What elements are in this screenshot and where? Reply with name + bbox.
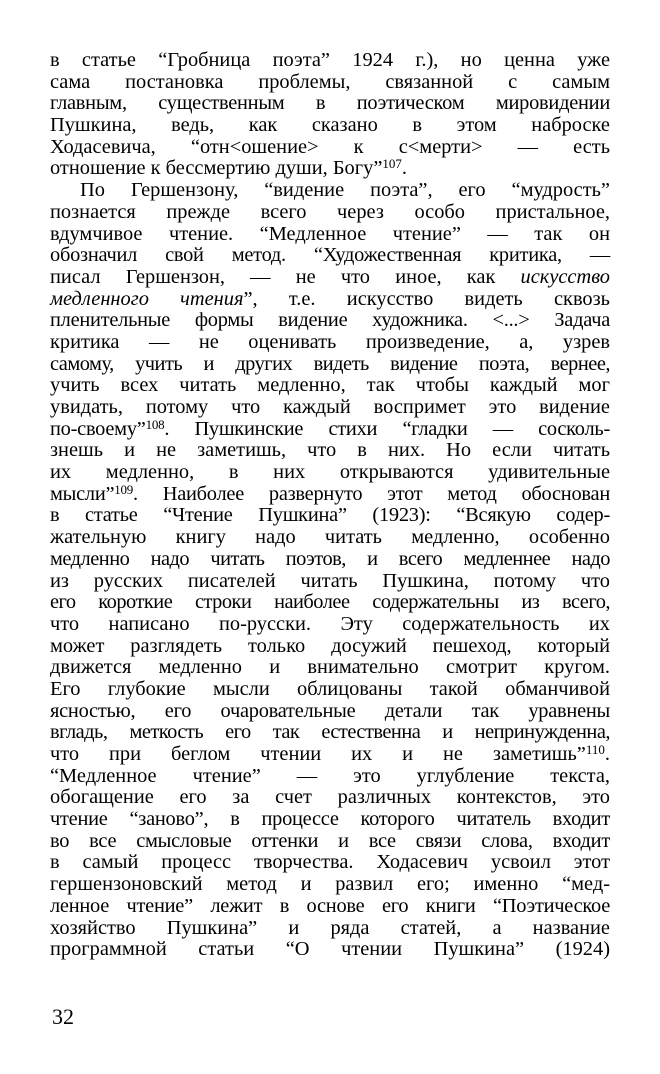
text-segment: мысли”: [50, 482, 115, 505]
text-line-1: в статье “Гробница поэта” 1924 г.), но ценна уже: [50, 49, 610, 71]
text-line-20: их медленно, в них открываются удивительные: [50, 461, 610, 484]
text-line-21: [50, 481, 610, 506]
text-segment: по-своему”: [50, 417, 146, 440]
footnote-ref-107: 107: [382, 156, 402, 172]
text-line-32: вгладь, меткость его так естественна и непринужденна,: [50, 721, 610, 744]
text-line-2: сама постановка проблемы, связанной с самым: [50, 70, 610, 93]
page-text: [50, 50, 610, 961]
text-line-27: что написано по-русски. Эту содержательность их: [50, 612, 610, 635]
footnote-ref-109: 109: [114, 481, 134, 497]
text-line-37: во все смысловые оттенки и все связи слова, входит: [50, 829, 610, 852]
text-line-26: его короткие строки наиболее содержательны из всего,: [50, 591, 610, 614]
footnote-ref-110: 110: [585, 742, 605, 757]
text-segment: писал Гершензон, — не что иное, как: [50, 265, 521, 288]
text-line-3: главным, существенным в поэтическом мировидении: [50, 92, 610, 115]
text-line-10: обозначил свой метод. “Художественная критика, —: [50, 244, 610, 267]
text-segment: ”, т.е. искусство видеть сквозь: [243, 287, 610, 310]
text-line-33: [50, 744, 610, 766]
text-line-38: в самый процесс творчества. Ходасевич усвоил этот: [50, 851, 610, 874]
text-segment: отношение к бессмертию души, Богу”: [50, 157, 383, 180]
text-line-30: Его глубокие мысли облицованы такой обманчивой: [50, 677, 610, 700]
text-segment: . Пушкинские стихи “гладки — сосколь-: [164, 417, 610, 440]
text-line-13: пленительные формы видение художника. <...> Задача: [50, 309, 610, 332]
text-line-35: обогащение его за счет различных контекстов, это: [50, 786, 610, 809]
text-line-34: “Медленное чтение” — это углубление текста,: [50, 764, 610, 787]
text-line-11: [50, 267, 610, 289]
text-line-28: может разглядеть только досужий пешеход, который: [50, 634, 610, 657]
page-number: 32: [52, 1004, 74, 1029]
text-line-7: По Гершензону, “видение поэта”, его “мудрость”: [80, 179, 610, 202]
text-line-29: движется медленно и внимательно смотрит кругом.: [50, 656, 610, 679]
text-line-40: ленное чтение” лежит в основе его книги “Поэтическое: [50, 894, 610, 917]
text-line-22: в статье “Чтение Пушкина” (1923): “Всякую содер-: [50, 504, 610, 527]
text-segment: .: [604, 743, 610, 765]
text-line-8: познается прежде всего через особо пристальное,: [50, 200, 610, 223]
text-line-36: чтение “заново”, в процессе которого читатель входит: [50, 808, 610, 831]
text-line-31: ясностью, его очаровательные детали так уравнены: [50, 699, 610, 722]
text-line-9: вдумчивое чтение. “Медленное чтение” — так он: [50, 222, 610, 245]
text-line-5: Ходасевича, “отн<ошение> к с<мерти> — есть: [50, 135, 610, 158]
text-line-16: учить всех читать медленно, так чтобы каждый мог: [50, 374, 610, 397]
text-line-14: критика — не оценивать произведение, а, узрев: [50, 330, 610, 353]
text-line-41: хозяйство Пушкина” и ряда статей, а название: [50, 916, 610, 939]
text-line-19: знешь и не заметишь, что в них. Но если читать: [50, 439, 610, 462]
italic-segment: медленного чтения: [50, 287, 244, 310]
text-line-18: [50, 416, 610, 441]
text-segment: . Наиболее развернуто этот метод обоснован: [133, 482, 610, 505]
text-line-42: программной статьи “О чтении Пушкина” (1924): [50, 938, 610, 961]
text-line-15: самому, учить и других видеть видение поэта, вернее,: [50, 352, 610, 375]
text-line-23: жательную книгу надо читать медленно, особенно: [50, 526, 610, 549]
text-segment: .: [401, 157, 407, 180]
text-line-24: медленно надо читать поэтов, и всего медленнее надо: [50, 547, 610, 570]
text-line-25: из русских писателей читать Пушкина, потому что: [50, 569, 610, 592]
text-line-4: Пушкина, ведь, как сказано в этом наброске: [50, 114, 610, 137]
text-line-39: гершензоновский метод и развил его; именно “мед-: [50, 873, 610, 896]
footnote-ref-108: 108: [145, 416, 165, 432]
text-line-17: увидать, потому что каждый воспримет это видение: [50, 396, 610, 418]
italic-segment: искусство: [520, 265, 610, 288]
text-line-6: [50, 158, 610, 180]
text-segment: что при беглом чтении их и не заметишь”: [50, 743, 586, 765]
text-line-12: [50, 289, 610, 311]
